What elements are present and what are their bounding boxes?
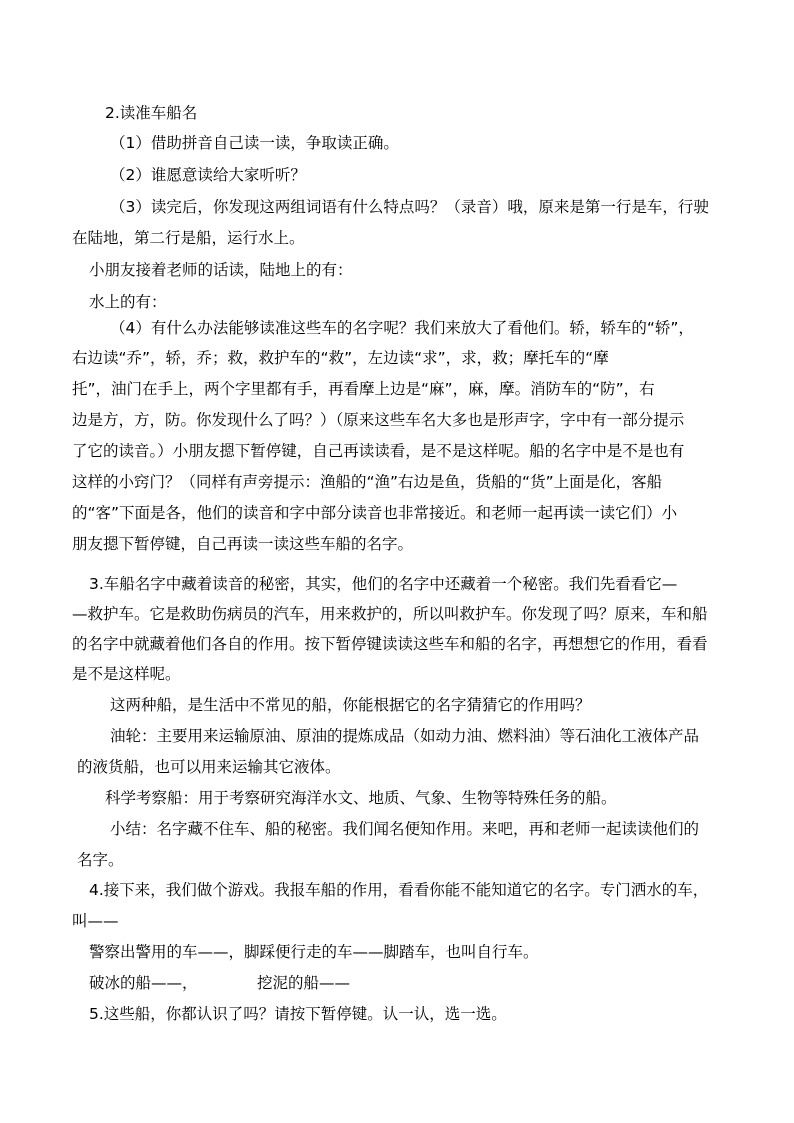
paragraph-line: 名字。 [77,851,124,869]
paragraph-line: 的液货船，也可以用来运输其它液体。 [77,758,341,776]
paragraph-line: 的“客”下面是各，他们的读音和字中部分读音也非常接近。和老师一起再读一读它们）小 [72,504,678,522]
paragraph-line: 警察出警用的车——，脚踩便行走的车——脚踏车，也叫自行车。 [89,943,539,961]
paragraph-line: 小结：名字藏不住车、船的秘密。我们闻名便知作用。来吧，再和老师一起读读他们的 [110,820,700,838]
paragraph-line: —救护车。它是救助伤病员的汽车，用来救护的，所以叫救护车。你发现了吗？原来，车和船 [72,605,708,623]
paragraph-line: 挖泥的船—— [257,974,351,992]
section-heading-4: 4.接下来，我们做个游戏。我报车船的作用，看看你能不能知道它的名字。专门洒水的车， [89,881,709,899]
paragraph-line: （4）有什么办法能够读准这些车的名字呢？我们来放大了看他们。轿，轿车的“轿”， [110,319,694,337]
paragraph-line: 托”，油门在手上，两个字里都有手，再看摩上边是“麻”，麻，摩。消防车的“防”，右 [72,380,655,398]
paragraph-line: （2）谁愿意读给大家听听？ [110,166,306,184]
paragraph-line: 的名字中就藏着他们各自的作用。按下暂停键读读这些车和船的名字，再想想它的作用，看看 [72,635,708,653]
paragraph-line: 叫—— [72,912,119,930]
paragraph-line: 破冰的船——， [89,974,198,992]
paragraph-line: 了它的读音。）小朋友摁下暂停键，自己再读读看，是不是这样呢。船的名字中是不是也有 [72,442,685,460]
paragraph-line: 这样的小窍门？（同样有声旁提示：渔船的“渔”右边是鱼，货船的“货”上面是化，客船 [72,473,663,491]
paragraph-line: 朋友摁下暂停键，自己再读一读这些车船的名字。 [72,535,414,553]
paragraph-line: 在陆地，第二行是船，运行水上。 [72,229,305,247]
paragraph-line: 是不是这样呢。 [72,665,181,683]
paragraph-line: 水上的有： [89,293,167,311]
paragraph-line: 科学考察船：用于考察研究海洋水文、地质、气象、生物等特殊任务的船。 [105,789,617,807]
paragraph-line: 这两种船，是生活中不常见的船，你能根据它的名字猜猜它的作用吗？ [110,696,591,714]
section-heading-2: 2.读准车船名 [105,104,198,122]
paragraph-line: 边是方，方，防。你发现什么了吗？）（原来这些车名大多也是形声字，字中有一部分提示 [72,411,685,429]
paragraph-line: 小朋友接着老师的话读，陆地上的有： [89,261,353,279]
section-heading-3: 3.车船名字中藏着读音的秘密，其实，他们的名字中还藏着一个秘密。我们先看看它— [89,575,678,593]
paragraph-line: 油轮：主要用来运输原油、原油的提炼成品（如动力油、燃料油）等石油化工液体产品 [110,727,700,745]
paragraph-line: （1）借助拼音自己读一读，争取读正确。 [110,134,399,152]
paragraph-line: 右边读“乔”，轿，乔；救，救护车的“救”，左边读“求”，求，救；摩托车的“摩 [72,349,609,367]
section-heading-5: 5.这些船，你都认识了吗？请按下暂停键。认一认，选一选。 [89,1005,507,1023]
paragraph-line: （3）读完后，你发现这两组词语有什么特点吗？（录音）哦，原来是第一行是车，行驶 [110,198,709,216]
